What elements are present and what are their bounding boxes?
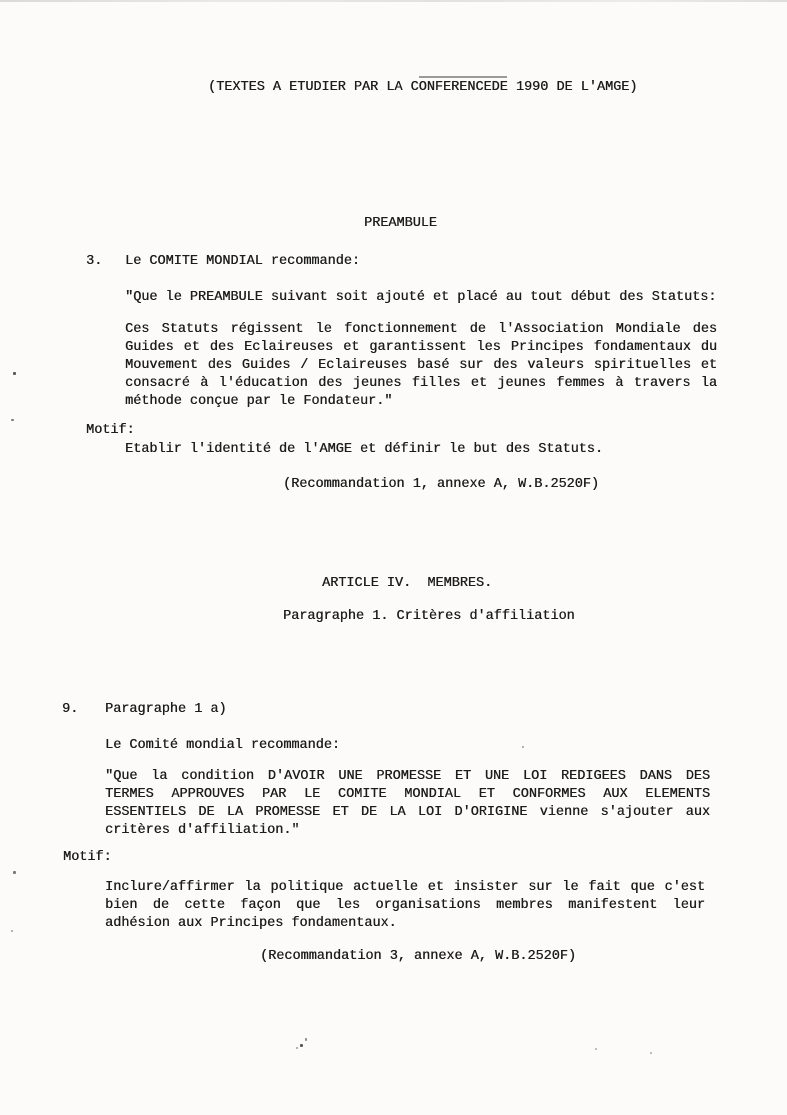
motif-text-1: Etablir l'identité de l'AMGE et définir le but des Statuts. — [125, 442, 603, 457]
item-3-quote-body — [125, 321, 717, 411]
scan-speckle — [13, 871, 16, 874]
scan-speckle — [296, 1047, 298, 1049]
motif-body-line: adhésion aux Principes fondamentaux. — [105, 916, 397, 931]
scan-speckle — [11, 419, 14, 421]
quote-body-line: méthode conçue par le Fondateur." — [125, 394, 393, 409]
quote-body-line: ESSENTIELS DE LA PROMESSE ET DE LA LOI D'ORIGINE vienne s'ajouter aux — [105, 805, 710, 820]
motif-label-1: Motif: — [86, 423, 135, 438]
quote-body-line: Mouvement des Guides / Eclaireuses basé sur des valeurs spirituelles et — [125, 358, 717, 373]
scan-edge-artifact — [0, 0, 787, 2]
scan-speckle — [522, 746, 524, 748]
item-number-9: 9. — [62, 702, 79, 717]
reference-1: (Recommandation 1, annexe A, W.B.2520F) — [283, 477, 599, 492]
scan-speckle — [595, 1048, 597, 1050]
section-title-article-iv: ARTICLE IV. MEMBRES. — [322, 576, 493, 591]
quote-body-line: critères d'affiliation." — [105, 823, 300, 838]
quote-body-line: Guides et des Eclaireuses et garantissent les Principes fondamentaux du — [125, 340, 717, 355]
motif-body-2 — [105, 879, 705, 933]
motif-label-2: Motif: — [63, 850, 112, 865]
item-9-intro: Le Comité mondial recommande: — [105, 738, 340, 753]
scan-speckle — [13, 372, 16, 375]
motif-body-line: Inclure/affirmer la politique actuelle et insister sur le fait que c'est — [105, 880, 705, 895]
quote-body-line: "Que la condition D'AVOIR UNE PROMESSE ET UNE LOI REDIGEES DANS DES — [105, 769, 710, 784]
motif-body-line: bien de cette façon que les organisations membres manifestent leur — [105, 898, 705, 913]
quote-body-line: consacré à l'éducation des jeunes filles et jeunes femmes à travers la — [125, 376, 717, 391]
quote-body-line: Ces Statuts régissent le fonctionnement de l'Association Mondiale des — [125, 322, 717, 337]
scan-speckle — [650, 1052, 652, 1054]
item-3-quote-lead: "Que le PREAMBULE suivant soit ajouté et placé au tout début des Statuts: — [125, 290, 717, 305]
scan-speckle — [11, 930, 13, 932]
section-subtitle-paragraphe-1: Paragraphe 1. Critères d'affiliation — [283, 609, 575, 624]
scan-overline-artifact — [419, 76, 507, 78]
item-3-intro: Le COMITE MONDIAL recommande: — [125, 254, 360, 269]
scan-speckle — [300, 1044, 303, 1047]
document-header: (TEXTES A ETUDIER PAR LA CONFERENCEDE 1990 DE L'AMGE) — [208, 80, 638, 95]
reference-2: (Recommandation 3, annexe A, W.B.2520F) — [260, 949, 576, 964]
scan-speckle — [305, 1038, 307, 1041]
quote-body-line: TERMES APPROUVES PAR LE COMITE MONDIAL ET CONFORMES AUX ELEMENTS — [105, 787, 710, 802]
item-number-3: 3. — [86, 254, 103, 269]
section-title-preambule: PREAMBULE — [364, 216, 437, 231]
item-9-quote-body — [105, 768, 710, 840]
item-9-label: Paragraphe 1 a) — [105, 702, 227, 717]
